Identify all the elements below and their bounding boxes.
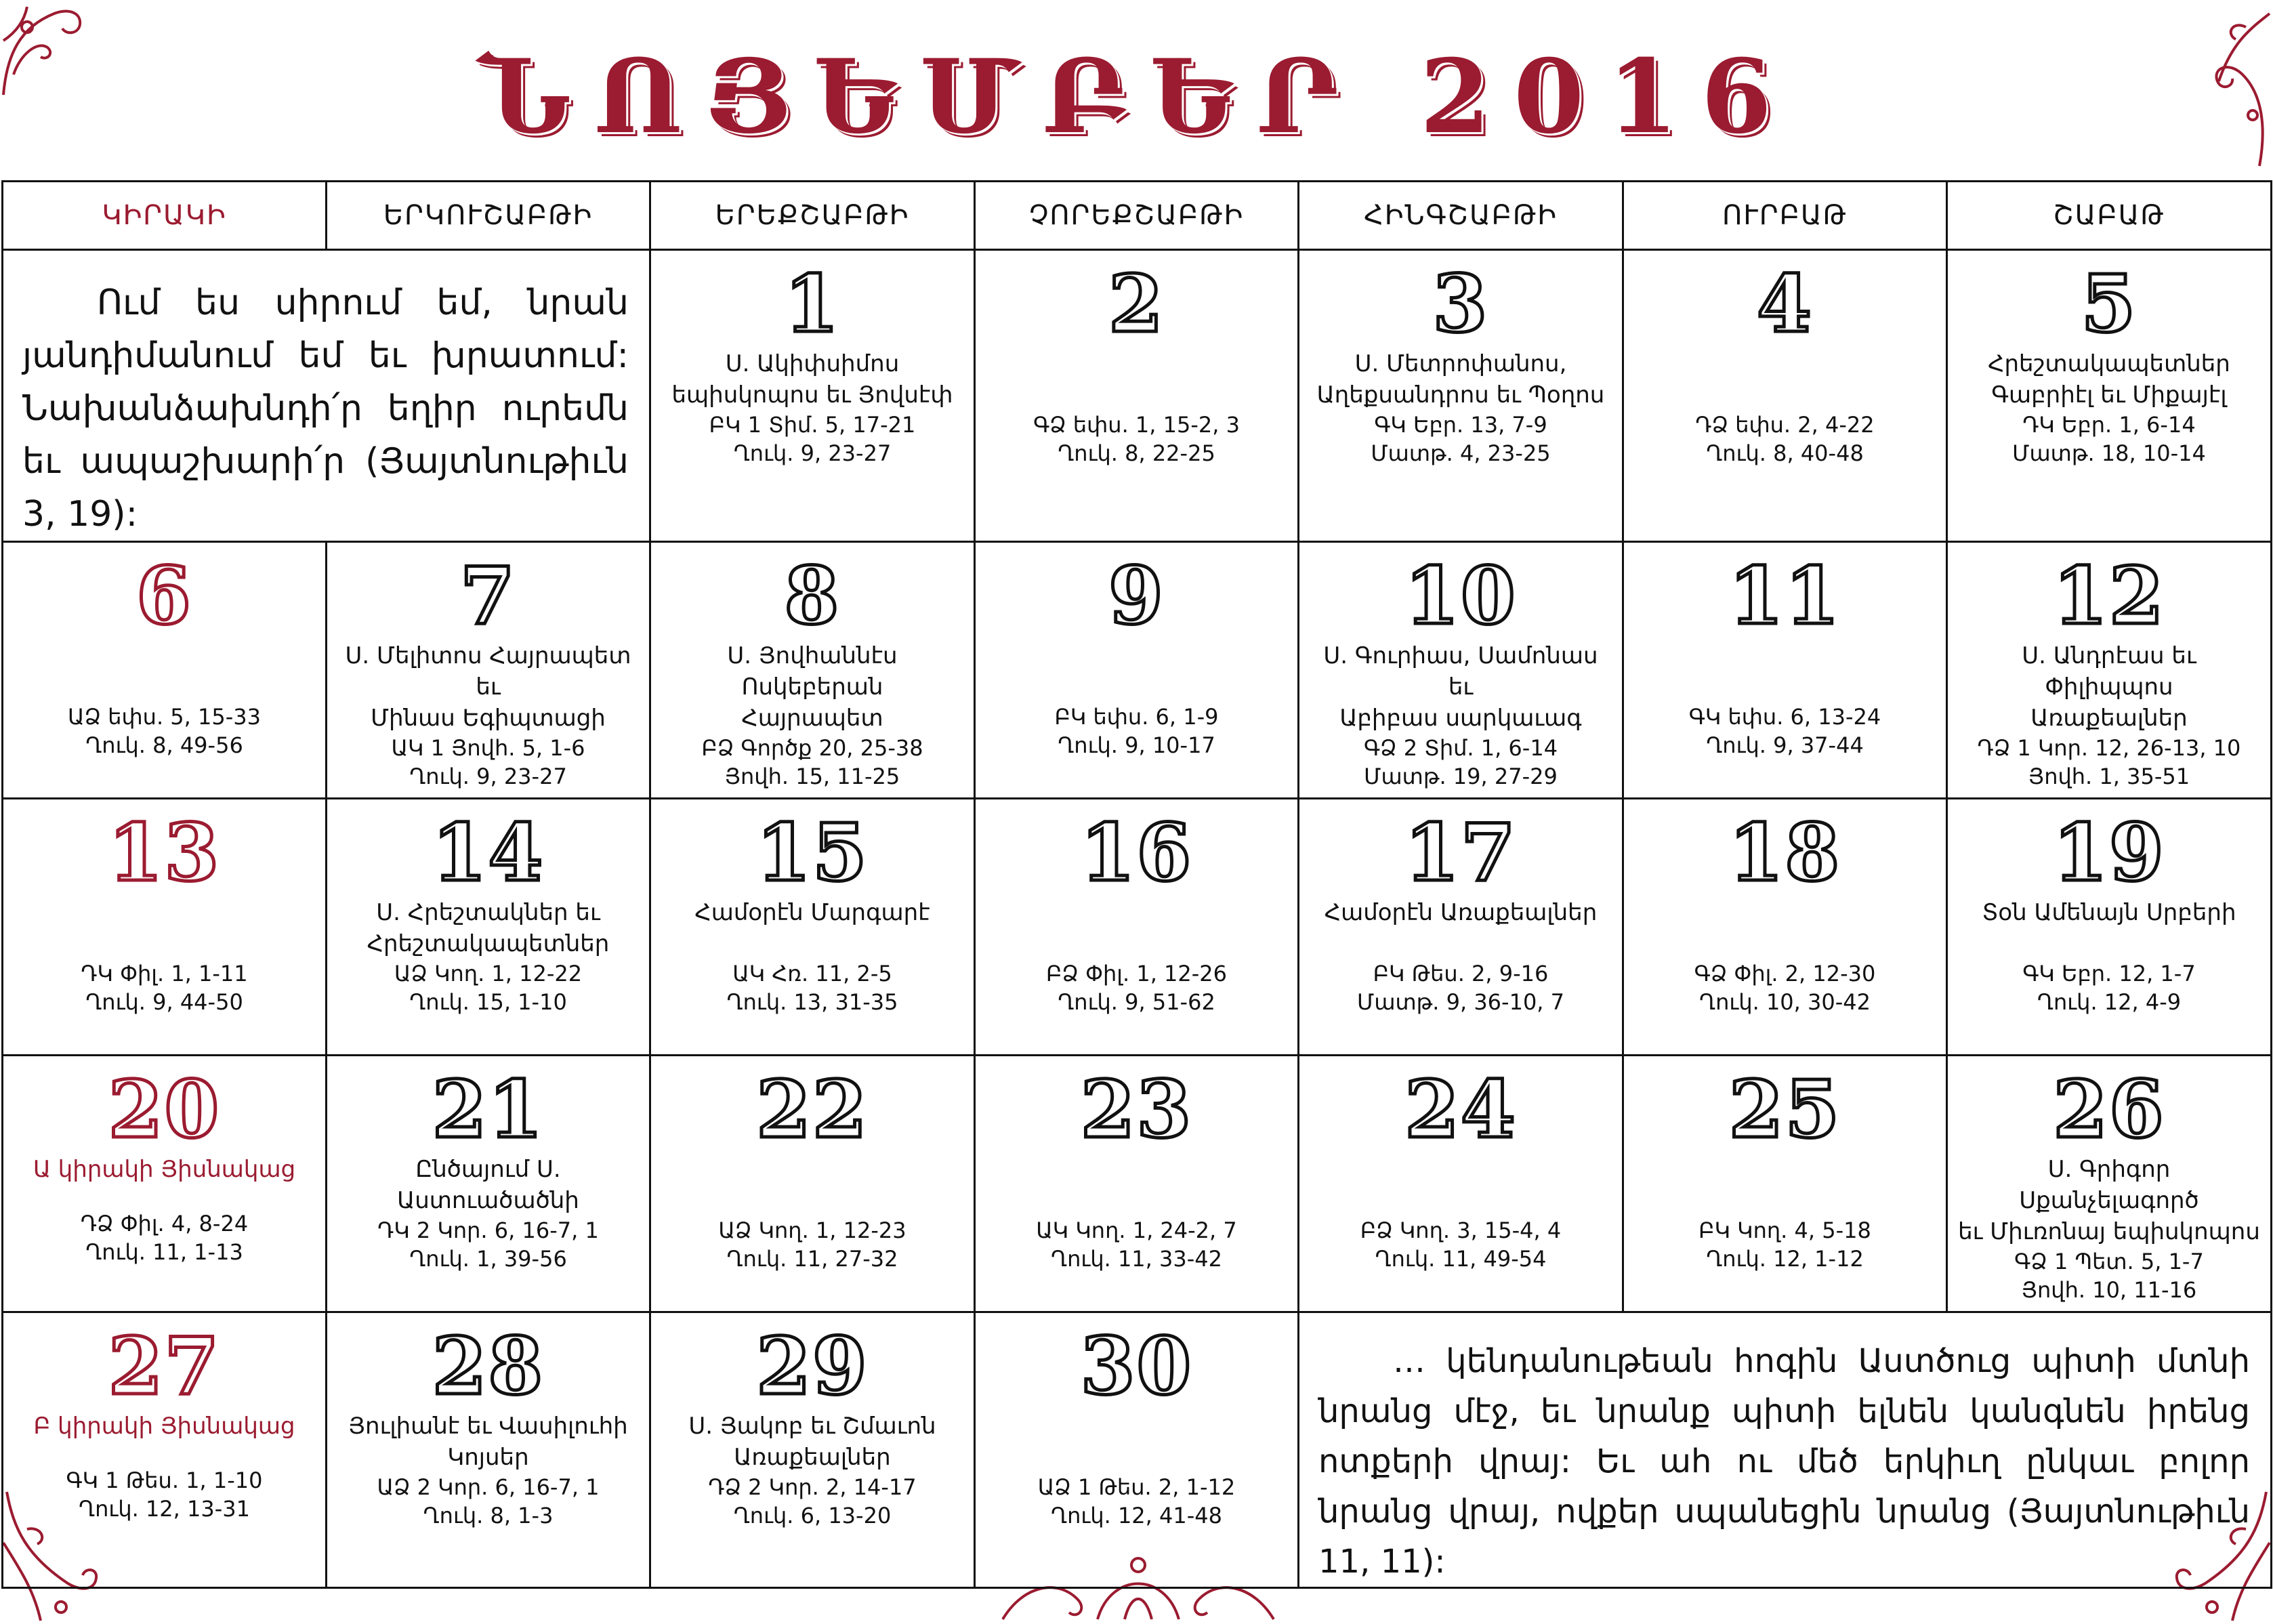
day-cell-21 xyxy=(327,1056,650,1312)
day-number: 21 xyxy=(432,1064,545,1156)
day-reading: ԳՁ 1 Պետ. 5, 1-7 xyxy=(2014,1249,2204,1274)
day-reading: ԴԿ Փիլ. 1, 1-11 xyxy=(81,961,248,986)
calendar-week-2 xyxy=(3,542,2272,799)
day-number: 5 xyxy=(2081,258,2138,350)
day-feast: Ս. Անդրէաս եւ Փիլիպպոս xyxy=(2022,642,2196,701)
day-reading: Ղուկ. 1, 39-56 xyxy=(409,1246,567,1272)
day-reading: ԳԿ 1 Թես. 1, 1-10 xyxy=(66,1467,263,1493)
day-reading: Ղուկ. 8, 49-56 xyxy=(85,732,243,758)
day-feast: Ս. Ակիփսիմոս xyxy=(725,350,900,377)
day-feast: Տօն Ամենայն Սրբերի xyxy=(1982,899,2236,926)
day-number: 2 xyxy=(1108,258,1165,350)
day-reading: Մատթ. 9, 36-10, 7 xyxy=(1356,989,1564,1015)
day-feast: Մինաս Եգիպտացի xyxy=(371,705,606,732)
day-number: 8 xyxy=(784,550,841,642)
quote-bottom: … կենդանութեան հոգին Աստծուց պիտի մտնի նրանց մէջ, եւ նրանք պիտի ելնեն կանգնեն իրենց ոտքերի վրայ: Եւ ահ ու մեծ երկիւղ ընկաւ բոլոր նրանց վրայ, ովքեր սպանեցին նրանց (Յայտնութիւն 11, 11): xyxy=(1318,1342,2250,1581)
day-cell-16 xyxy=(975,799,1299,1056)
day-feast: Գաբրիէլ եւ Միքայէլ xyxy=(1991,381,2227,409)
day-sunday-title: Բ կիրակի Յիսնակաց xyxy=(33,1413,295,1440)
day-reading: Ղուկ. 8, 22-25 xyxy=(1058,440,1215,466)
day-reading: Ղուկ. 12, 41-48 xyxy=(1051,1503,1222,1528)
day-cell-28 xyxy=(327,1312,650,1588)
weekday-thursday: ՀԻՆԳՇԱԲԹԻ xyxy=(1299,182,1623,250)
day-reading: ԳՁ եփս. 1, 15-2, 3 xyxy=(1033,412,1240,438)
day-feast: Ս. Գուրիաս, Սամոնաս եւ xyxy=(1323,642,1598,701)
day-feast: Համօրէն Մարգարէ xyxy=(694,899,930,926)
day-cell-23 xyxy=(975,1056,1299,1312)
day-number: 20 xyxy=(108,1064,221,1156)
day-number: 9 xyxy=(1108,550,1165,642)
day-reading: ԱՁ 1 Թես. 2, 1-12 xyxy=(1037,1474,1236,1500)
day-feast: Համօրէն Առաքեալներ xyxy=(1324,899,1598,926)
day-reading: Ղուկ. 12, 13-31 xyxy=(79,1496,250,1522)
day-reading: ԲԿ Կող. 4, 5-18 xyxy=(1698,1217,1871,1243)
day-feast: Առաքեալներ xyxy=(2030,705,2188,732)
day-reading: Մատթ. 19, 27-29 xyxy=(1364,764,1558,789)
day-reading: ԴՁ 2 Կոր. 2, 14-17 xyxy=(708,1474,917,1500)
day-feast: Ս. Հրեշտակներ եւ xyxy=(376,899,600,926)
day-reading: ԳԿ Եբր. 13, 7-9 xyxy=(1374,412,1547,438)
day-number: 7 xyxy=(460,550,516,642)
day-number: 23 xyxy=(1080,1064,1193,1156)
day-number: 22 xyxy=(756,1064,869,1156)
day-reading: ԳԿ եփս. 6, 13-24 xyxy=(1688,704,1881,730)
day-reading: Ղուկ. 12, 4-9 xyxy=(2037,989,2182,1015)
day-number: 13 xyxy=(108,807,221,899)
day-number: 30 xyxy=(1080,1320,1193,1413)
day-reading: Մատթ. 4, 23-25 xyxy=(1371,440,1551,466)
day-reading: ԴՁ Փիլ. 4, 8-24 xyxy=(80,1211,249,1236)
day-number: 19 xyxy=(2053,807,2165,899)
day-cell-14 xyxy=(327,799,650,1056)
day-cell-6 xyxy=(3,542,327,799)
day-reading: ԲՁ Գործք 20, 25-38 xyxy=(701,735,923,761)
day-reading: Ղուկ. 9, 44-50 xyxy=(85,989,243,1015)
day-reading: ԱԿ 1 Յովհ. 5, 1-6 xyxy=(391,735,585,761)
day-cell-27 xyxy=(3,1312,327,1588)
calendar-grid xyxy=(1,180,2272,1589)
day-cell-13 xyxy=(3,799,327,1056)
day-cell-20 xyxy=(3,1056,327,1312)
day-reading: ԱՁ Կող. 1, 12-22 xyxy=(394,961,583,986)
day-feast: Կոյսեր xyxy=(447,1444,529,1471)
day-number: 10 xyxy=(1404,550,1517,642)
day-number: 16 xyxy=(1080,807,1193,899)
day-cell-2 xyxy=(975,250,1299,542)
day-reading: ԴՁ եփս. 2, 4-22 xyxy=(1695,412,1875,438)
weekday-wednesday: ՉՈՐԵՔՇԱԲԹԻ xyxy=(975,182,1299,250)
day-cell-5 xyxy=(1947,250,2272,542)
day-cell-26 xyxy=(1947,1056,2272,1312)
day-reading: ԴԿ Եբր. 1, 6-14 xyxy=(2022,412,2196,438)
weekday-friday: ՈՒՐԲԱԹ xyxy=(1623,182,1947,250)
day-cell-1 xyxy=(650,250,975,542)
day-reading: Ղուկ. 15, 1-10 xyxy=(409,989,567,1015)
day-sunday-title: Ա կիրակի Յիսնակաց xyxy=(33,1156,296,1183)
day-number: 1 xyxy=(784,258,841,350)
day-number: 12 xyxy=(2053,550,2165,642)
day-number: 18 xyxy=(1728,807,1841,899)
day-reading: Ղուկ. 11, 49-54 xyxy=(1375,1246,1547,1272)
day-number: 28 xyxy=(432,1320,545,1413)
day-feast: Աստուածածնի xyxy=(397,1187,579,1214)
day-cell-11 xyxy=(1623,542,1947,799)
day-feast: Ս. Յակոբ եւ Շմաւոն xyxy=(688,1413,936,1440)
day-reading: ԴՁ 1 Կոր. 12, 26-13, 10 xyxy=(1977,735,2241,761)
calendar-week-5 xyxy=(3,1312,2272,1588)
day-reading: Ղուկ. 9, 23-27 xyxy=(733,440,892,466)
day-cell-17 xyxy=(1299,799,1623,1056)
weekday-tuesday: ԵՐԵՔՇԱԲԹԻ xyxy=(650,182,975,250)
day-number: 11 xyxy=(1728,550,1841,642)
day-feast: Հրեշտակապետներ xyxy=(1988,350,2230,377)
weekday-header-row xyxy=(3,182,2272,250)
day-reading: Յովհ. 15, 11-25 xyxy=(724,764,900,789)
day-cell-22 xyxy=(650,1056,975,1312)
day-cell-18 xyxy=(1623,799,1947,1056)
day-reading: ԲԿ եփս. 6, 1-9 xyxy=(1054,704,1219,730)
day-number: 6 xyxy=(136,550,192,642)
day-number: 25 xyxy=(1728,1064,1841,1156)
day-number: 4 xyxy=(1757,258,1813,350)
day-number: 26 xyxy=(2053,1064,2165,1156)
day-reading: Ղուկ. 9, 10-17 xyxy=(1058,732,1215,758)
calendar-week-3 xyxy=(3,799,2272,1056)
day-reading: ԱՁ եփս. 5, 15-33 xyxy=(68,704,261,730)
day-reading: Ղուկ. 11, 33-42 xyxy=(1051,1246,1222,1272)
day-reading: Ղուկ. 12, 1-12 xyxy=(1706,1246,1864,1272)
day-reading: ԱՁ Կող. 1, 12-23 xyxy=(718,1217,906,1243)
day-cell-12 xyxy=(1947,542,2272,799)
day-reading: ԳՁ Փիլ. 2, 12-30 xyxy=(1694,961,1876,986)
day-number: 3 xyxy=(1432,258,1489,350)
day-number: 27 xyxy=(108,1320,221,1413)
day-number: 14 xyxy=(432,807,545,899)
day-cell-3 xyxy=(1299,250,1623,542)
day-number: 15 xyxy=(756,807,869,899)
day-cell-15 xyxy=(650,799,975,1056)
day-reading: Ղուկ. 8, 1-3 xyxy=(423,1503,554,1528)
day-cell-8 xyxy=(650,542,975,799)
day-feast: Աղեքսանդրոս եւ Պօղոս xyxy=(1316,381,1605,409)
day-reading: Ղուկ. 9, 23-27 xyxy=(409,764,567,789)
calendar-week-1 xyxy=(3,250,2272,542)
day-feast: Ս. Յովհաննէս Ոսկեբերան xyxy=(727,642,898,701)
day-reading: ԲՁ Փիլ. 1, 12-26 xyxy=(1045,961,1228,986)
day-reading: ԳՁ 2 Տիմ. 1, 6-14 xyxy=(1363,735,1558,761)
day-feast: Հրեշտակապետներ xyxy=(367,930,610,957)
day-feast: Աբիբաս սարկաւագ xyxy=(1339,705,1582,732)
day-number: 29 xyxy=(756,1320,869,1413)
corner-ornament-top-right-icon xyxy=(2178,0,2273,169)
day-cell-4 xyxy=(1623,250,1947,542)
day-reading: Ղուկ. 11, 1-13 xyxy=(85,1239,243,1265)
day-feast: Ս. Մելիտոս Հայրապետ եւ xyxy=(345,642,631,701)
day-reading: Ղուկ. 9, 51-62 xyxy=(1058,989,1215,1015)
day-cell-30 xyxy=(975,1312,1299,1588)
day-feast: Ս. Մետրոփանոս, xyxy=(1354,350,1567,377)
day-feast: եւ Միւռոնայ եպիսկոպոս xyxy=(1958,1218,2260,1245)
quote-top: Ում ես սիրում եմ, նրան յանդիմանում եմ եւ խրատում: Նախանձախնդի՛ր եղիր ուրեմն եւ ապաշխարի՛ր (Յայտնութիւն 3, 19): xyxy=(22,283,629,535)
day-feast: Առաքեալներ xyxy=(734,1444,891,1471)
day-feast: Յուլիանէ եւ Վասիլուհի xyxy=(348,1413,628,1440)
corner-ornament-top-left-icon xyxy=(0,0,95,102)
day-reading: Ղուկ. 6, 13-20 xyxy=(733,1503,892,1528)
calendar-week-4 xyxy=(3,1056,2272,1312)
day-reading: ԲՁ Կող. 3, 15-4, 4 xyxy=(1360,1217,1562,1243)
day-feast: եպիսկոպոս եւ Յովսէփ xyxy=(671,381,953,409)
day-cell-25 xyxy=(1623,1056,1947,1312)
day-reading: ԲԿ Թես. 2, 9-16 xyxy=(1373,961,1549,986)
day-cell-9 xyxy=(975,542,1299,799)
day-reading: Յովհ. 1, 35-51 xyxy=(2028,764,2190,789)
day-reading: ԳԿ Եբր. 12, 1-7 xyxy=(2022,961,2196,986)
day-cell-24 xyxy=(1299,1056,1623,1312)
quote-top-cell xyxy=(3,250,650,542)
day-reading: ԱԿ Կող. 1, 24-2, 7 xyxy=(1036,1217,1237,1243)
day-reading: Ղուկ. 10, 30-42 xyxy=(1699,989,1871,1015)
day-number: 17 xyxy=(1404,807,1517,899)
day-cell-10 xyxy=(1299,542,1623,799)
weekday-sunday: ԿԻՐԱԿԻ xyxy=(3,182,327,250)
day-number: 24 xyxy=(1404,1064,1517,1156)
day-reading: Ղուկ. 11, 27-32 xyxy=(726,1246,898,1272)
day-cell-29 xyxy=(650,1312,975,1588)
day-feast: Ս. Գրիգոր Սքանչելագործ xyxy=(2019,1156,2199,1214)
day-cell-19 xyxy=(1947,799,2272,1056)
weekday-saturday: ՇԱԲԱԹ xyxy=(1947,182,2272,250)
day-feast: Ընծայում Ս. xyxy=(415,1156,561,1183)
day-reading: Ղուկ. 8, 40-48 xyxy=(1706,440,1864,466)
day-reading: Ղուկ. 9, 37-44 xyxy=(1706,732,1864,758)
day-reading: ԲԿ 1 Տիմ. 5, 17-21 xyxy=(709,412,916,438)
quote-bottom-cell xyxy=(1299,1312,2272,1588)
day-feast: Հայրապետ xyxy=(741,705,883,732)
weekday-monday: ԵՐԿՈՒՇԱԲԹԻ xyxy=(327,182,650,250)
day-reading: ԱԿ Հռ. 11, 2-5 xyxy=(732,961,892,986)
day-reading: ԱՁ 2 Կոր. 6, 16-7, 1 xyxy=(377,1474,600,1500)
page-title: ՆՈՅԵՄԲԵՐ 2016 xyxy=(478,37,1795,157)
day-reading: Յովհ. 10, 11-16 xyxy=(2021,1277,2197,1303)
day-reading: Մատթ. 18, 10-14 xyxy=(2012,440,2206,466)
day-reading: Ղուկ. 13, 31-35 xyxy=(726,989,898,1015)
day-cell-7 xyxy=(327,542,650,799)
day-reading: ԴԿ 2 Կոր. 6, 16-7, 1 xyxy=(377,1217,599,1243)
